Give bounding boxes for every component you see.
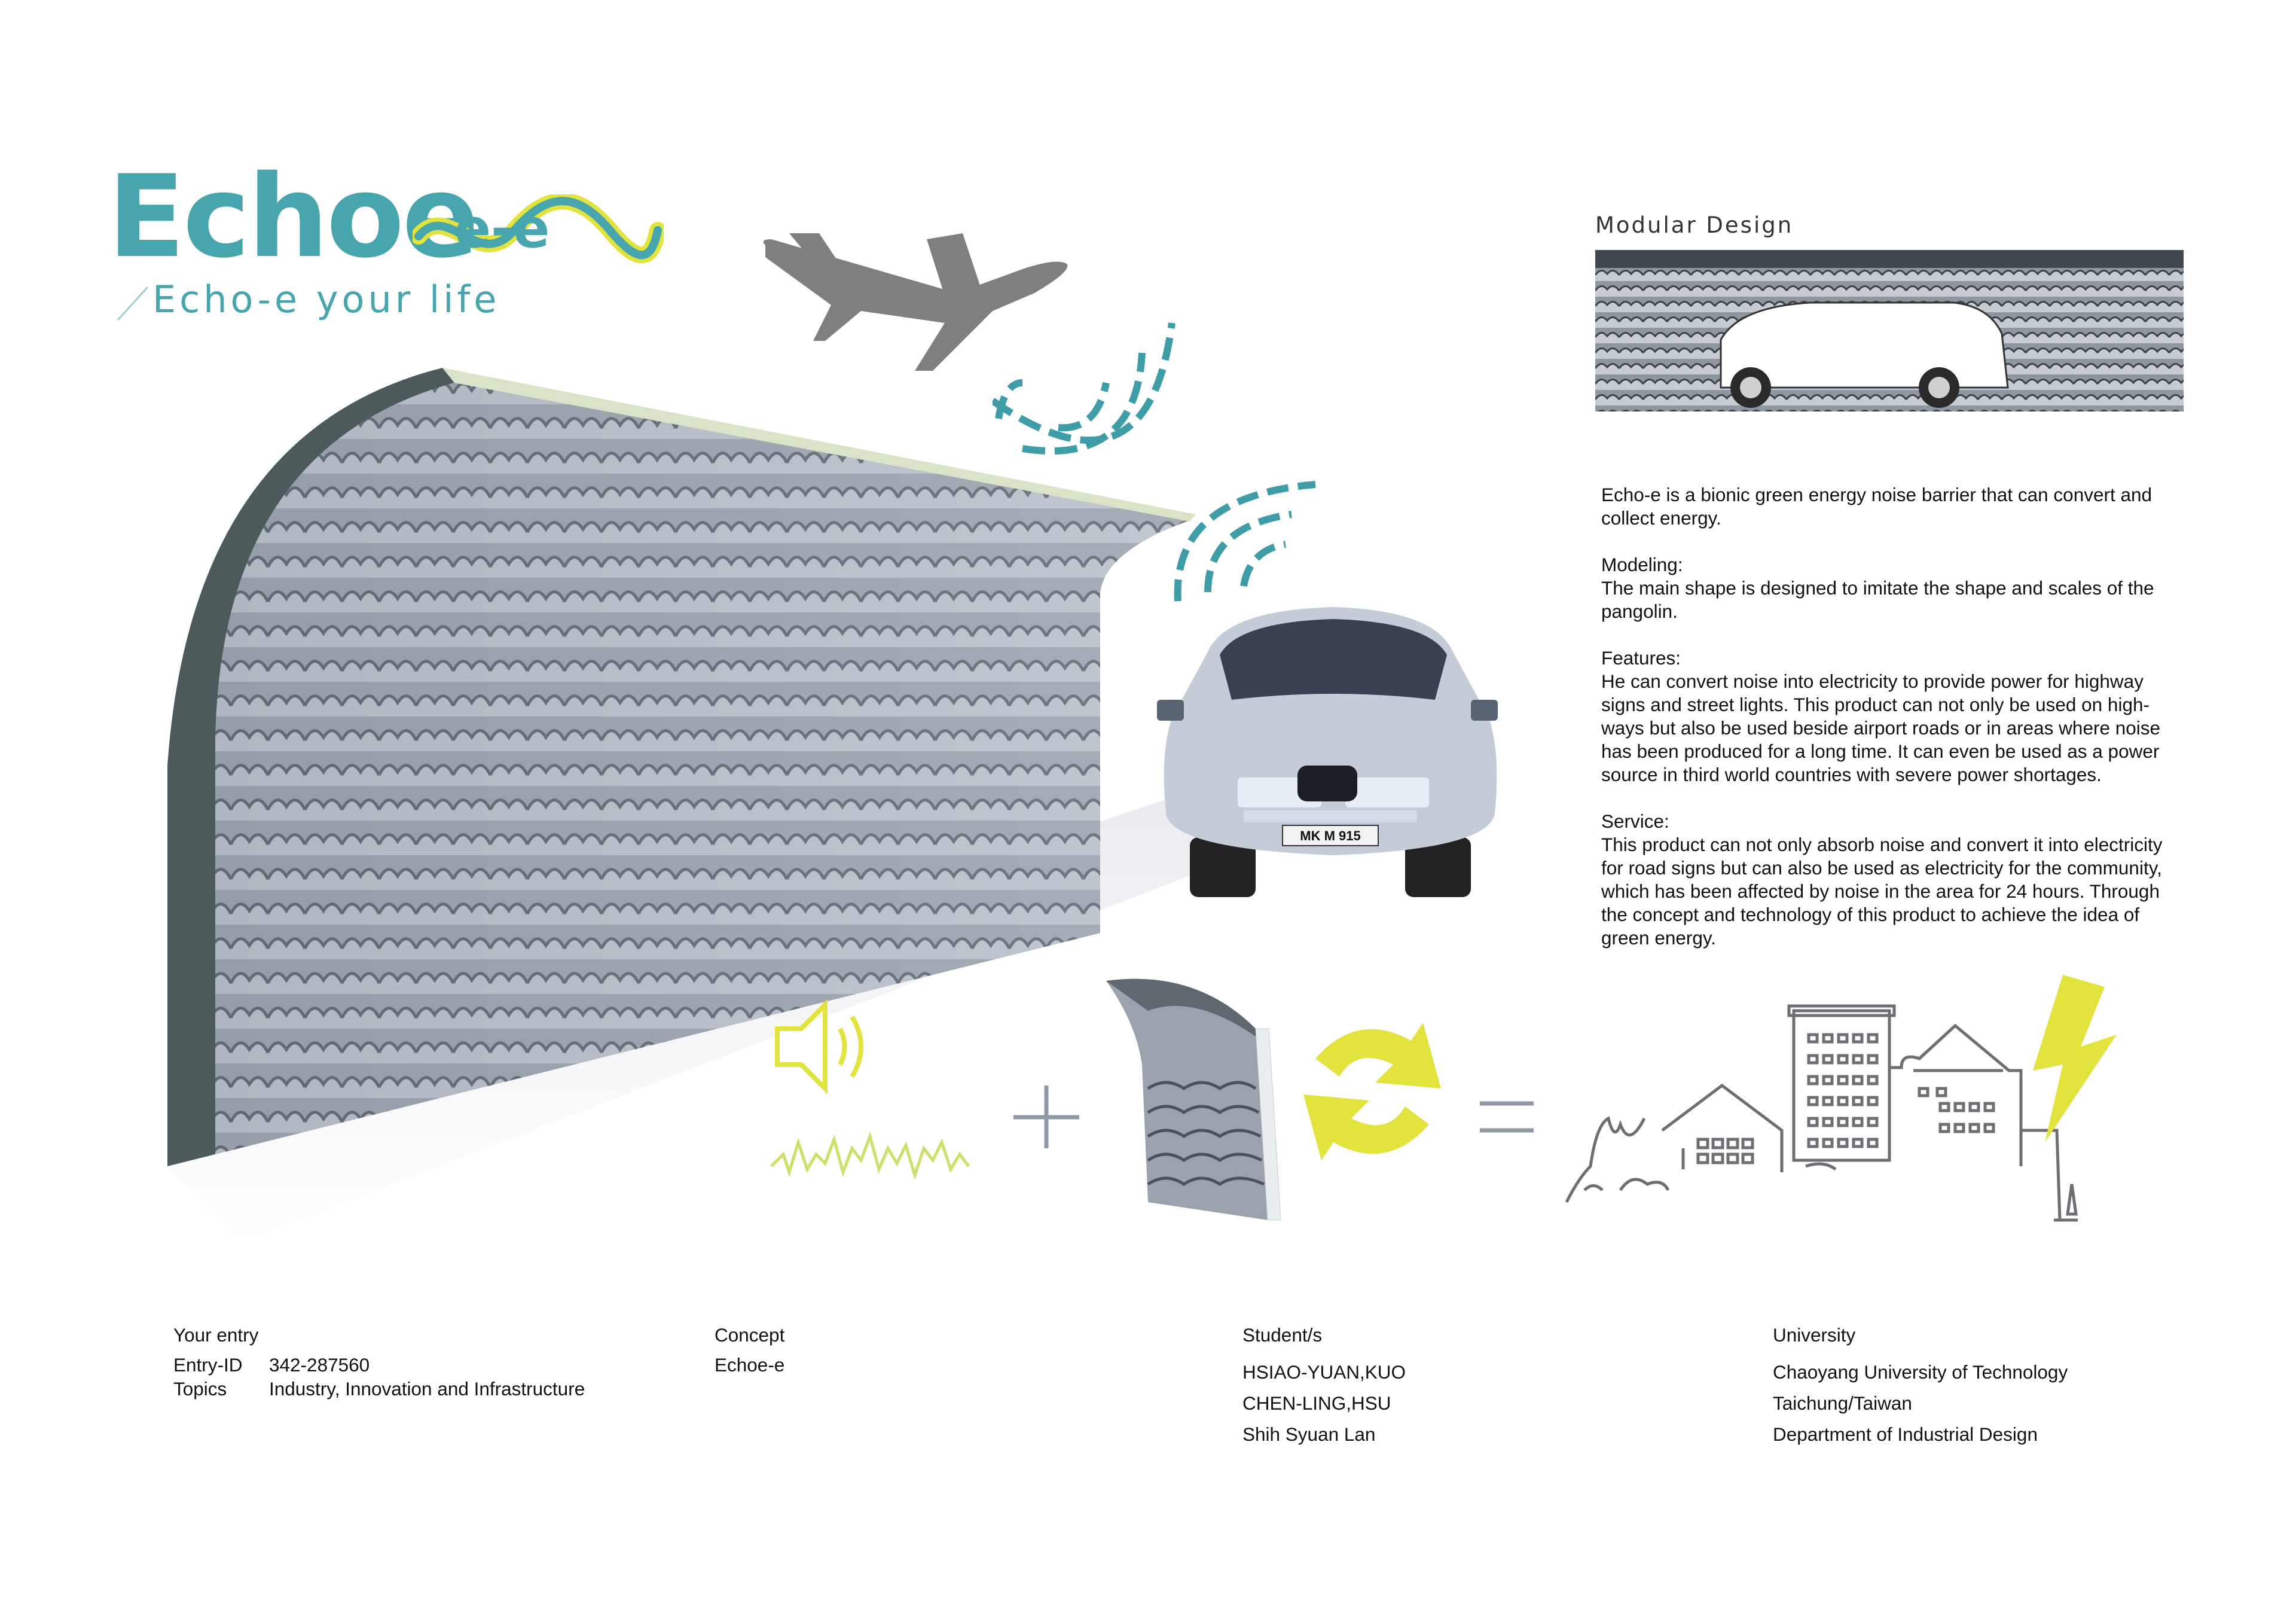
entry-id-row: [173, 1353, 712, 1377]
logo-word: Echoe: [108, 151, 477, 283]
modeling-section: [1601, 553, 2187, 623]
entry-id-value: 342-287560: [269, 1354, 370, 1376]
student-name: HSIAO-YUAN,KUO: [1242, 1361, 1406, 1383]
service-heading: Service:: [1601, 810, 1669, 832]
topics-row: [173, 1377, 712, 1401]
modeling-heading: Modeling:: [1601, 554, 1683, 575]
students-info: [1242, 1323, 1661, 1453]
students-label: Student/s: [1242, 1324, 1323, 1346]
modular-design-image: [1595, 250, 2184, 425]
university-line: Taichung/Taiwan: [1773, 1392, 1912, 1414]
speaker-icon: [777, 1005, 861, 1088]
recycle-arrows-icon: [1303, 1023, 1441, 1160]
lightning-icon: [2033, 975, 2117, 1142]
barrier-module-icon: [1106, 979, 1281, 1220]
car-front-image: [1154, 598, 1501, 903]
university-line: Chaoyang University of Technology: [1773, 1361, 2068, 1383]
university-info: [1773, 1323, 2251, 1453]
university-line: Department of Industrial Design: [1773, 1423, 2038, 1445]
service-section: [1601, 810, 2187, 950]
concept-label: Concept: [715, 1324, 785, 1346]
entry-info: [173, 1323, 712, 1401]
modular-design-title: Modular Design: [1595, 212, 1794, 238]
intro-text: Echo-e is a bionic green energy noise barrier that can convert and collect energy.: [1601, 484, 2152, 529]
features-body: He can convert noise into electricity to provide power for highway signs and street lights. This product can not only be used on high-ways but also be used beside airport roads or in areas where noise has been produced for a long time. It can even be used as a power source in third world countries with severe power shortages.: [1601, 670, 2161, 785]
entry-id-key: Entry-ID: [173, 1354, 243, 1376]
sound-wave-icon: [771, 1136, 969, 1175]
modeling-body: The main shape is designed to imitate the shape and scales of the pangolin.: [1601, 577, 2154, 622]
tagline-slash: [115, 281, 151, 323]
features-section: [1601, 647, 2187, 786]
concept-value: Echoe-e: [715, 1354, 785, 1376]
topics-value: Industry, Innovation and Infrastructure: [269, 1378, 585, 1399]
concept-info: [715, 1323, 1073, 1377]
city-skyline-icon: [1567, 1006, 2078, 1220]
entry-label: Your entry: [173, 1324, 259, 1346]
logo-wave-text: e-e: [454, 197, 550, 260]
equals-icon: [1480, 1103, 1534, 1130]
service-body: This product can not only absorb noise and convert it into electricity for road signs but can also be used as electricity for the community, which has been affected by noise in the area for 24 hours. Through the concept and technology of this product to achieve the idea of green energy.: [1601, 834, 2163, 949]
university-label: University: [1773, 1324, 1856, 1346]
energy-equation: [765, 969, 2141, 1250]
student-name: CHEN-LING,HSU: [1242, 1392, 1391, 1414]
features-heading: Features:: [1601, 647, 1681, 669]
tagline: Echo-e your life: [152, 278, 500, 321]
description: [1601, 483, 2187, 973]
topics-key: Topics: [173, 1378, 227, 1399]
license-plate: MK M 915: [1300, 828, 1361, 843]
logo-wave-icon: [413, 194, 664, 272]
plus-icon: [1013, 1086, 1079, 1148]
student-name: Shih Syuan Lan: [1242, 1423, 1376, 1445]
